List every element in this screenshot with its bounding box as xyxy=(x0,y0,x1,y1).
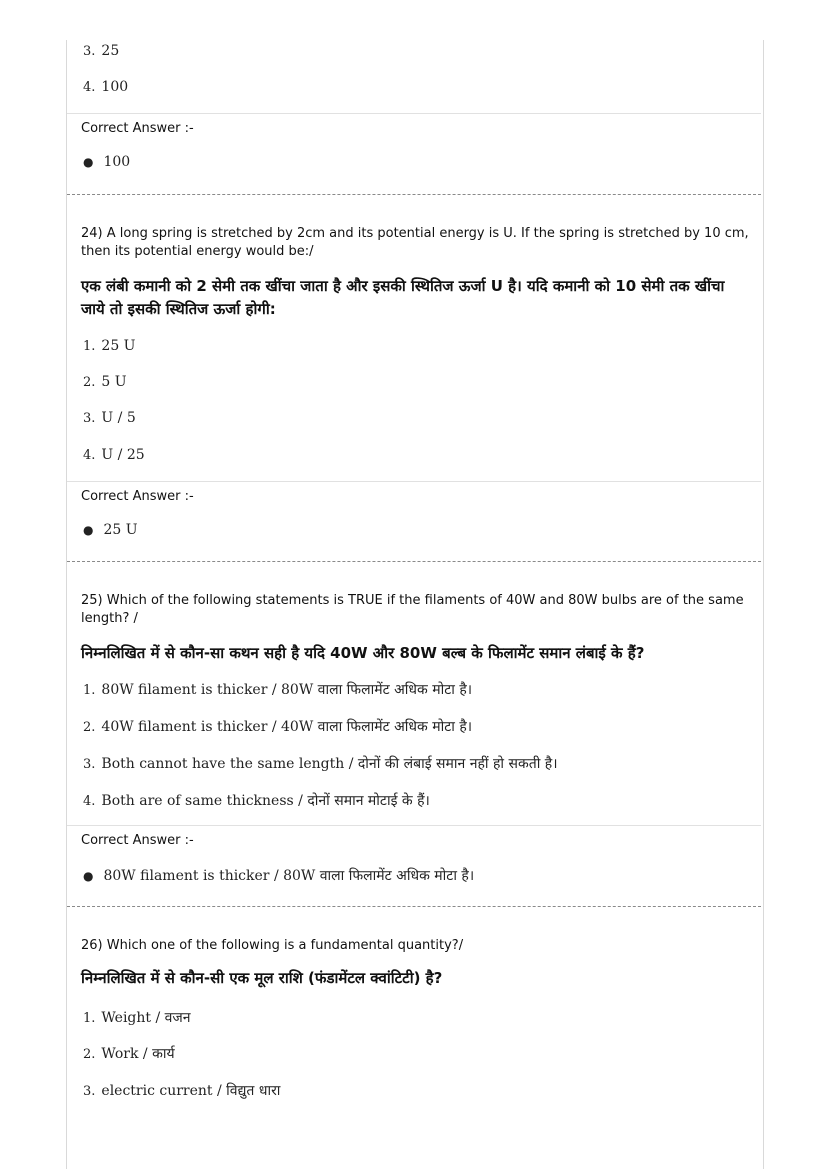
option-3: 3. electric current / विद्युत धारा xyxy=(83,1083,281,1099)
question-26-hindi: निम्नलिखित में से कौन-सी एक मूल राशि (फंडामेंटल क्वांटिटी) है? xyxy=(81,969,443,987)
option-2: 2. 5 U xyxy=(83,374,127,390)
question-26-english: 26) Which one of the following is a fundamental quantity?/ xyxy=(81,938,464,953)
divider xyxy=(67,825,761,826)
correct-answer: ● 100 xyxy=(83,154,131,170)
option-2: 2. 40W filament is thicker / 40W वाला फिलामेंट अधिक मोटा है। xyxy=(83,719,473,735)
option-3: 3. Both cannot have the same length / दोनों की लंबाई समान नहीं हो सकती है। xyxy=(83,756,558,772)
correct-answer: ● 80W filament is thicker / 80W वाला फिलामेंट अधिक मोटा है। xyxy=(83,868,475,884)
divider xyxy=(67,481,761,482)
bullet-icon: ● xyxy=(83,869,94,883)
question-separator xyxy=(67,194,761,195)
correct-answer-label: Correct Answer :- xyxy=(81,489,194,504)
question-separator xyxy=(67,906,761,907)
bullet-icon: ● xyxy=(83,523,94,537)
question-24-hindi: एक लंबी कमानी को 2 सेमी तक खींचा जाता है और इसकी स्थितिज ऊर्जा U है। यदि कमानी को 10 सेमी तक खींचा जाये तो इसकी स्थितिज ऊर्जा होगी: xyxy=(81,277,725,318)
divider xyxy=(67,113,761,114)
question-24-english: 24) A long spring is stretched by 2cm and its potential energy is U. If the spring is stretched by 10 cm, then its potential energy would be:/ xyxy=(81,226,749,259)
option-2: 2. Work / कार्य xyxy=(83,1046,175,1062)
option-1: 1. Weight / वजन xyxy=(83,1010,191,1026)
option-3: 3. U / 5 xyxy=(83,410,136,426)
option-4: 4. 100 xyxy=(83,79,129,95)
bullet-icon: ● xyxy=(83,155,94,169)
correct-answer-label: Correct Answer :- xyxy=(81,121,194,136)
correct-answer: ● 25 U xyxy=(83,522,138,538)
option-1: 1. 25 U xyxy=(83,338,136,354)
option-4: 4. U / 25 xyxy=(83,447,145,463)
option-4: 4. Both are of same thickness / दोनों समान मोटाई के हैं। xyxy=(83,793,430,809)
correct-answer-label: Correct Answer :- xyxy=(81,833,194,848)
question-separator xyxy=(67,561,761,562)
option-3: 3. 25 xyxy=(83,43,120,59)
question-25-hindi: निम्नलिखित में से कौन-सा कथन सही है यदि 40W और 80W बल्ब के फिलामेंट समान लंबाई के हैं? xyxy=(81,644,645,662)
question-25-english: 25) Which of the following statements is TRUE if the filaments of 40W and 80W bulbs are of the same length? / xyxy=(81,593,744,626)
option-1: 1. 80W filament is thicker / 80W वाला फिलामेंट अधिक मोटा है। xyxy=(83,682,473,698)
